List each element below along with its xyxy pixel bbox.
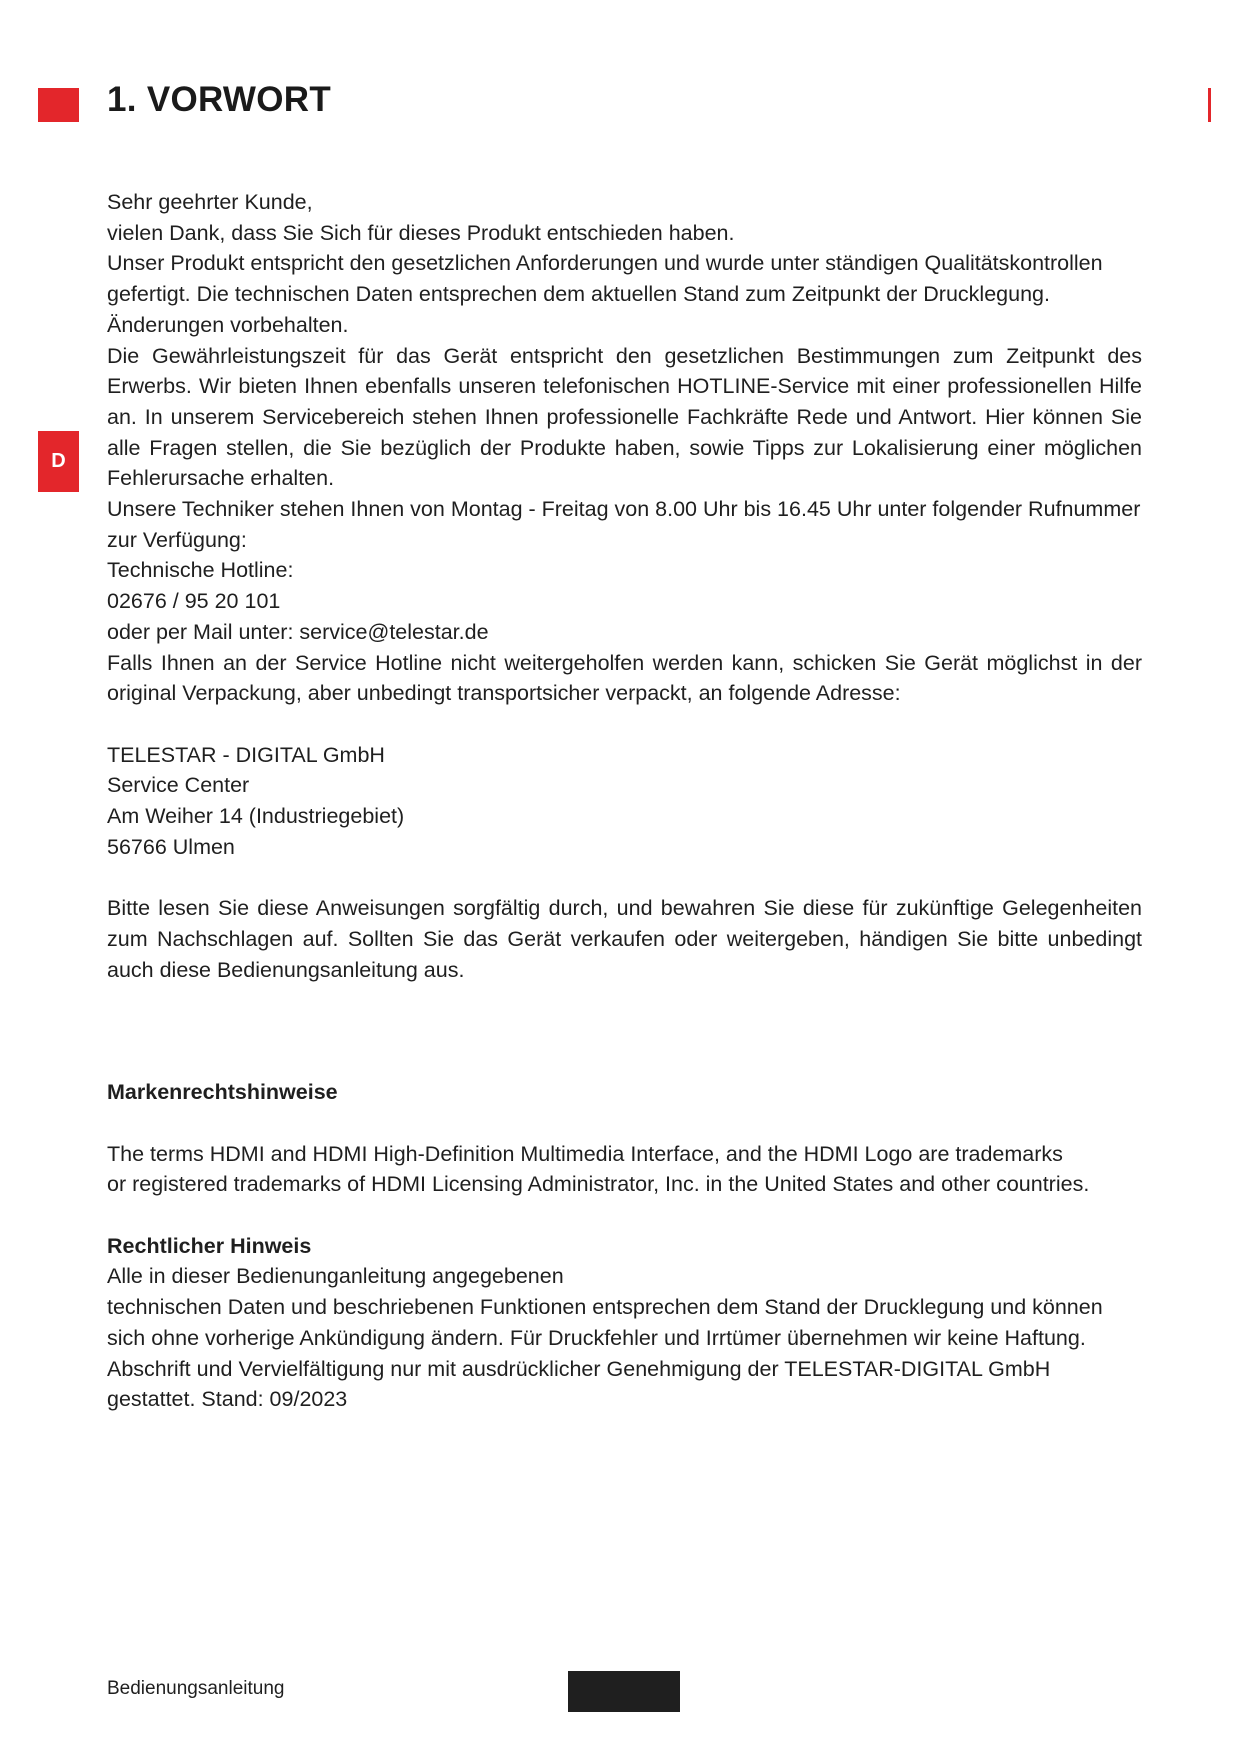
quality-paragraph: Unser Produkt entspricht den gesetzlichen Anforderungen und wurde unter ständigen Qualitätskontrollen gefertigt. Die technischen Daten entsprechen dem aktuellen Stand zum Zeitpunkt der Drucklegung.: [107, 251, 1103, 307]
page-number-box: [568, 1671, 680, 1712]
language-tab: D: [38, 431, 79, 492]
service-address: [107, 740, 1142, 863]
spacer: [107, 862, 1142, 893]
edge-marker: [1208, 88, 1211, 122]
legal-line: sich ohne vorherige Ankündigung ändern. Für Druckfehler und Irrtümer übernehmen wir keine Haftung.: [107, 1325, 1086, 1350]
address-street: Am Weiher 14 (Industriegebiet): [107, 804, 405, 829]
page-title: 1. VORWORT: [107, 80, 332, 119]
reading-note: Bitte lesen Sie diese Anweisungen sorgfältig durch, und bewahren Sie diese für zukünftige Gelegenheiten zum Nachschlagen auf. Sollten Sie das Gerät verkaufen oder weitergeben, händigen Sie bitte unbedingt auch diese Bedienungsanleitung aus.: [107, 896, 1142, 982]
spacer: [107, 709, 1142, 740]
hours-paragraph: Unsere Techniker stehen Ihnen von Montag - Freitag von 8.00 Uhr bis 16.45 Uhr unter folgender Rufnummer zur Verfügung:: [107, 497, 1141, 552]
spacer: [107, 985, 1142, 1077]
legal-line: Alle in dieser Bedienunganleitung angegebenen: [107, 1264, 564, 1289]
legal-line: Abschrift und Vervielfältigung nur mit ausdrücklicher Genehmigung der TELESTAR-DIGITAL GmbH: [107, 1356, 1051, 1381]
trademark-heading: Markenrechtshinweise: [107, 1080, 338, 1105]
legal-line: technischen Daten und beschriebenen Funktionen entsprechen dem Stand der Drucklegung und können: [107, 1295, 1103, 1320]
legal-line: gestattet. Stand: 09/2023: [107, 1387, 348, 1412]
salutation: Sehr geehrter Kunde,: [107, 190, 313, 214]
hotline-label: Technische Hotline:: [107, 558, 294, 583]
hotline-number: 02676 / 95 20 101: [107, 589, 281, 614]
page-content: [107, 187, 1142, 1415]
spacer: [107, 1200, 1142, 1231]
chapter-marker: [38, 88, 79, 122]
legal-heading: Rechtlicher Hinweis: [107, 1233, 312, 1258]
spacer: [107, 1108, 1142, 1139]
address-city: 56766 Ulmen: [107, 834, 235, 859]
trademark-line: The terms HDMI and HDMI High-Definition Multimedia Interface, and the HDMI Logo are trademarks: [107, 1141, 1063, 1166]
thanks-paragraph: vielen Dank, dass Sie Sich für dieses Produkt entschieden haben.: [107, 220, 735, 245]
warranty-paragraph: Die Gewährleistungszeit für das Gerät entspricht den gesetzlichen Bestimmungen zum Zeitpunkt des Erwerbs. Wir bieten Ihnen ebenfalls unseren telefonischen HOTLINE-Service mit einer professionellen Hilfe an. In unserem Servicebereich stehen Ihnen professionelle Fachkräfte Rede und Antwort. Hier können Sie alle Fragen stellen, die Sie bezüglich der Produkte haben, sowie Tipps zur Lokalisierung einer möglichen Fehlerursache erhalten.: [107, 343, 1142, 491]
changes-note: Änderungen vorbehalten.: [107, 312, 349, 337]
address-company: TELESTAR - DIGITAL GmbH: [107, 742, 385, 767]
trademark-line: or registered trademarks of HDMI Licensing Administrator, Inc. in the United States and other countries.: [107, 1172, 1090, 1197]
return-paragraph: Falls Ihnen an der Service Hotline nicht weitergeholfen werden kann, schicken Sie Gerät möglichst in der original Verpackung, aber unbedingt transportsicher verpackt, an folgende Adresse:: [107, 650, 1142, 706]
address-department: Service Center: [107, 773, 250, 798]
mail-line: oder per Mail unter: service@telestar.de: [107, 619, 489, 644]
footer-label: Bedienungsanleitung: [107, 1678, 285, 1699]
